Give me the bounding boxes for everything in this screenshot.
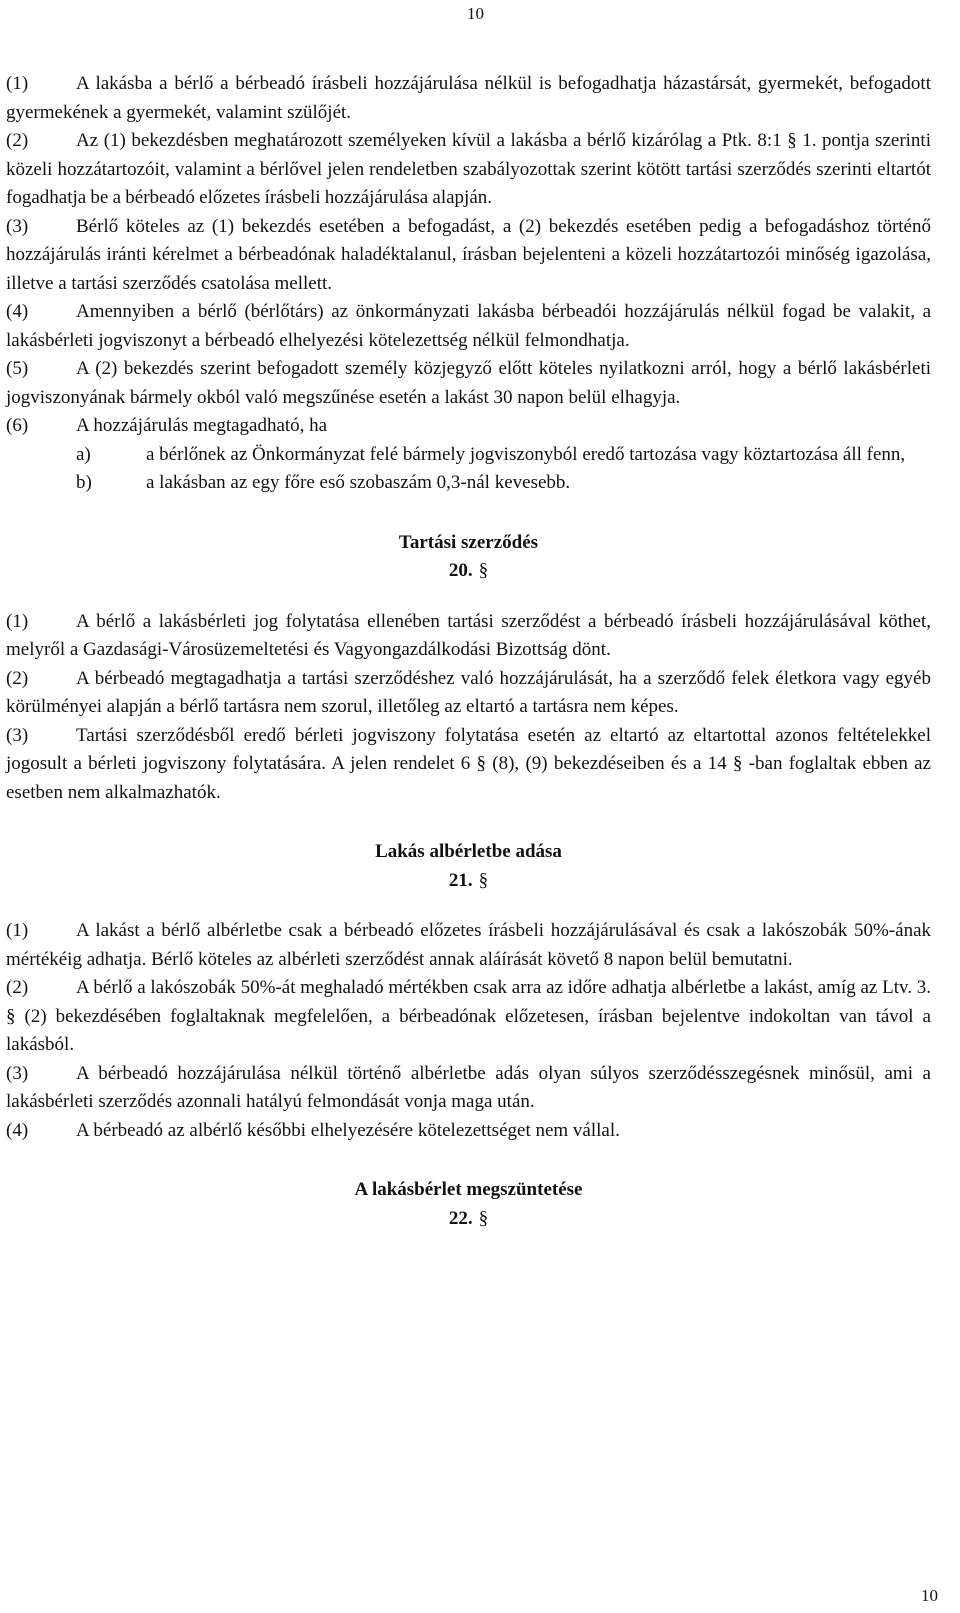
paragraph-number: (2) xyxy=(6,977,29,998)
paragraph-2 xyxy=(6,127,931,213)
paragraph-4 xyxy=(6,298,931,355)
section-title-20: Tartási szerződés xyxy=(398,531,539,553)
list-item-a xyxy=(6,441,931,470)
paragraph-text: Tartási szerződésből eredő bérleti jogviszony folytatása esetén az eltartó az eltartottal azonos feltételekkel jogosult a bérleti jogviszony folytatására. A jelen rendelet 6 § (8), (9) bekezdéseiben és a 14 § -ban foglaltak ebben az esetben nem alkalmazhatók. xyxy=(6,724,931,803)
paragraph-number: (6) xyxy=(6,415,29,436)
paragraph-number: (3) xyxy=(6,215,29,237)
page-number-bottom: 10 xyxy=(921,1586,938,1605)
section-symbol: § xyxy=(478,1207,489,1229)
list-item-b xyxy=(6,469,931,498)
list-text: a lakásban az egy főre eső szobaszám 0,3-nál kevesebb. xyxy=(146,472,571,493)
paragraph-number: (1) xyxy=(6,920,29,941)
paragraph-number: (1) xyxy=(6,610,29,632)
paragraph-text: Bérlő köteles az (1) bekezdés esetében a befogadást, a (2) bekezdés esetében pedig a befogadáshoz történő hozzájárulás iránti kérelmet a bérbeadónak haladéktalanul, írásban bejelenteni a közeli hozzátartozói minőség igazolása, illetve a tartási szerződés csatolása mellett. xyxy=(6,215,931,294)
paragraph-text: A bérlő a lakásbérleti jog folytatása ellenében tartási szerződést a bérbeadó írásbeli hozzájárulásával köthet, melyről a Gazdasági-Városüzemeltetési és Vagyongazdálkodási Bizottság dönt. xyxy=(6,610,931,660)
paragraph-20-2 xyxy=(6,665,931,722)
list-label: a) xyxy=(76,443,91,465)
paragraph-text: A bérlő a lakószobák 50%-át meghaladó mértékben csak arra az időre adhatja albérletbe a lakást, amíg az Ltv. 3. § (2) bekezdésében foglaltaknak megfelelően, a bérbeadónak előzetesen, írásban bejelentve indokoltan van távol a lakásból. xyxy=(6,977,931,1055)
section-number-21 xyxy=(6,867,931,896)
paragraph-text: A lakásba a bérlő a bérbeadó írásbeli hozzájárulása nélkül is befogadhatja házastársát, gyermekét, befogadott gyermekének a gyermekét, valamint szülőjét. xyxy=(6,73,931,123)
paragraph-number: (3) xyxy=(6,724,29,746)
section-title-22: A lakásbérlet megszüntetése xyxy=(354,1179,583,1200)
section-symbol: § xyxy=(478,560,489,581)
paragraph-20-1 xyxy=(6,608,931,665)
list-label: b) xyxy=(76,472,92,493)
paragraph-number: (2) xyxy=(6,130,29,151)
paragraph-text: A lakást a bérlő albérletbe csak a bérbeadó előzetes írásbeli hozzájárulásával és csak a lakószobák 50%-ának mértékéig adhatja. Bérlő köteles az albérleti szerződést annak aláírását követő 8 napon belül bemutatni. xyxy=(6,920,931,970)
paragraph-text: A (2) bekezdés szerint befogadott személy közjegyző előtt köteles nyilatkozni arról, hogy a bérlő lakásbérleti jogviszonyának bármely okból való megszűnése esetén a lakást 30 napon belül elhagyja. xyxy=(6,358,931,408)
paragraph-number: (2) xyxy=(6,667,29,689)
paragraph-number: (3) xyxy=(6,1062,29,1084)
paragraph-5 xyxy=(6,355,931,412)
paragraph-20-3 xyxy=(6,722,931,808)
paragraph-21-3 xyxy=(6,1060,931,1117)
section-symbol: § xyxy=(478,869,489,891)
paragraph-text: A bérbeadó megtagadhatja a tartási szerződéshez való hozzájárulását, ha a szerződő felek életkora vagy egyéb körülményei alapján a bérlő tartásra nem szorul, illetőleg az eltartó a tartásra nem képes. xyxy=(6,667,931,717)
paragraph-text: A bérbeadó az albérlő későbbi elhelyezésére kötelezettséget nem vállal. xyxy=(76,1119,620,1141)
paragraph-text: Amennyiben a bérlő (bérlőtárs) az önkormányzati lakásba bérbeadói hozzájárulás nélkül fogad be valakit, a lakásbérleti jogviszonyt a bérbeadó elhelyezési kötelezettség nélkül felmondhatja. xyxy=(6,301,931,351)
paragraph-number: (4) xyxy=(6,1119,29,1141)
section-number: 22. xyxy=(448,1207,473,1229)
paragraph-number: (1) xyxy=(6,73,29,94)
section-number-22 xyxy=(6,1205,931,1234)
paragraph-3 xyxy=(6,213,931,299)
paragraph-number: (5) xyxy=(6,358,29,379)
paragraph-21-4 xyxy=(6,1117,931,1146)
section-number-20 xyxy=(6,557,931,586)
page-number-top: 10 xyxy=(467,4,484,23)
section-title-21: Lakás albérletbe adása xyxy=(375,841,562,862)
document-body xyxy=(6,70,931,1233)
paragraph-text: A bérbeadó hozzájárulása nélkül történő albérletbe adás olyan súlyos szerződésszegésnek minősül, ami a lakásbérleti szerződés azonnali hatályú felmondását vonja maga után. xyxy=(6,1062,931,1112)
paragraph-1 xyxy=(6,70,931,127)
section-number: 20. xyxy=(448,560,473,581)
list-text: a bérlőnek az Önkormányzat felé bármely jogviszonyból eredő tartozása vagy köztartozása áll fenn, xyxy=(146,443,906,465)
paragraph-text: A hozzájárulás megtagadható, ha xyxy=(76,415,328,436)
paragraph-21-1 xyxy=(6,917,931,974)
paragraph-21-2 xyxy=(6,974,931,1060)
section-number: 21. xyxy=(448,869,473,891)
paragraph-text: Az (1) bekezdésben meghatározott személyeken kívül a lakásba a bérlő kizárólag a Ptk. 8:1 § 1. pontja szerinti közeli hozzátartozóit, valamint a bérlővel jelen rendeletben szabályozottak szerint kötött tartási szerződés szerinti eltartót fogadhatja be a bérbeadó előzetes írásbeli hozzájárulása alapján. xyxy=(6,130,931,208)
paragraph-6 xyxy=(6,412,931,441)
paragraph-number: (4) xyxy=(6,301,29,322)
